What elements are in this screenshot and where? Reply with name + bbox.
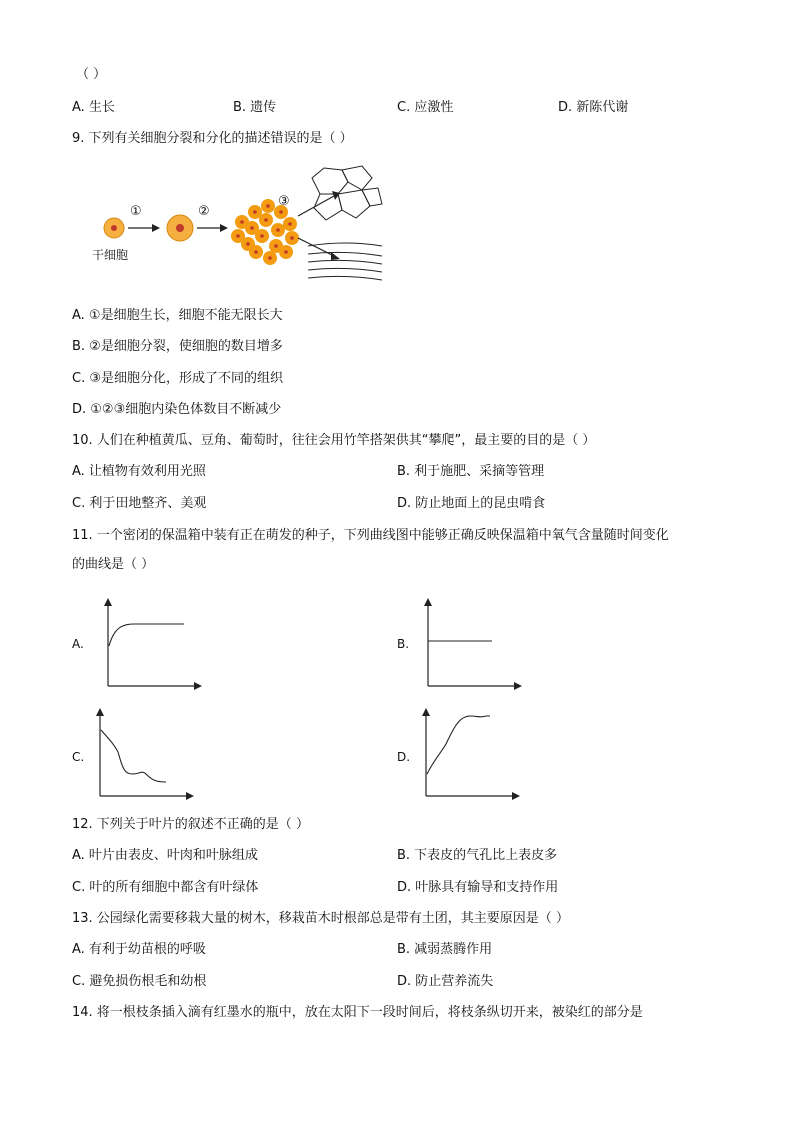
q12-stem: 12. 下列关于叶片的叙述不正确的是（ ） (72, 817, 309, 832)
q8-option-b: B. 遗传 (233, 100, 277, 115)
graph-d-label: D. (397, 750, 411, 764)
q12-option-d: D. 叶脉具有输导和支持作用 (397, 880, 559, 895)
q9-option-c: C. ③是细胞分化，形成了不同的组织 (72, 371, 283, 386)
graph-d (420, 708, 524, 800)
q12-option-a: A. 叶片由表皮、叶肉和叶脉组成 (72, 848, 258, 863)
arrow-label-3: ③ (278, 194, 290, 209)
q10-option-c: C. 利于田地整齐、美观 (72, 496, 207, 511)
q13-option-c: C. 避免损伤根毛和幼根 (72, 974, 207, 989)
q13-option-d: D. 防止营养流失 (397, 974, 494, 989)
graph-a-label: A. (72, 637, 84, 651)
graph-b-label: B. (397, 637, 410, 651)
graph-c (94, 708, 198, 800)
q14-stem: 14. 将一根枝条插入滴有红墨水的瓶中，放在太阳下一段时间后，将枝条纵切开来，被染红的部分是 (72, 1005, 643, 1020)
q8-stem-tail: （ ） (76, 67, 107, 82)
graph-a (100, 598, 204, 690)
q13-option-b: B. 减弱蒸腾作用 (397, 942, 493, 957)
stem-cell-label: 干细胞 (92, 248, 129, 262)
q13-option-a: A. 有利于幼苗根的呼吸 (72, 942, 206, 957)
q12-option-c: C. 叶的所有细胞中都含有叶绿体 (72, 880, 259, 895)
arrow-label-2: ② (198, 204, 210, 219)
q10-stem: 10. 人们在种植黄瓜、豆角、葡萄时，往往会用竹竿搭架供其“攀爬”，最主要的目的是（ ） (72, 433, 596, 448)
cell-division-diagram (80, 160, 400, 292)
q9-stem: 9. 下列有关细胞分裂和分化的描述错误的是（ ） (72, 131, 353, 146)
q10-option-d: D. 防止地面上的昆虫啃食 (397, 496, 546, 511)
q8-option-d: D. 新陈代谢 (558, 100, 629, 115)
q10-option-a: A. 让植物有效利用光照 (72, 464, 206, 479)
arrow-label-1: ① (130, 204, 142, 219)
q12-option-b: B. 下表皮的气孔比上表皮多 (397, 848, 558, 863)
graph-c-label: C. (72, 750, 85, 764)
q11-stem-line2: 的曲线是（ ） (72, 557, 155, 572)
q8-option-a: A. 生长 (72, 100, 115, 115)
q8-option-c: C. 应激性 (397, 100, 454, 115)
q13-stem: 13. 公园绿化需要移栽大量的树木，移栽苗木时根部总是带有土团，其主要原因是（ ） (72, 911, 569, 926)
q9-option-d: D. ①②③细胞内染色体数目不断减少 (72, 402, 282, 417)
q9-option-a: A. ①是细胞生长，细胞不能无限长大 (72, 308, 283, 323)
graph-b (420, 598, 524, 690)
q11-stem-line1: 11. 一个密闭的保温箱中装有正在萌发的种子，下列曲线图中能够正确反映保温箱中氧气含量随时间变化 (72, 528, 669, 543)
differentiated-tissue-top (312, 166, 382, 220)
q9-figure (80, 160, 400, 292)
q9-option-b: B. ②是细胞分裂，使细胞的数目增多 (72, 339, 283, 354)
q10-option-b: B. 利于施肥、采摘等管理 (397, 464, 545, 479)
